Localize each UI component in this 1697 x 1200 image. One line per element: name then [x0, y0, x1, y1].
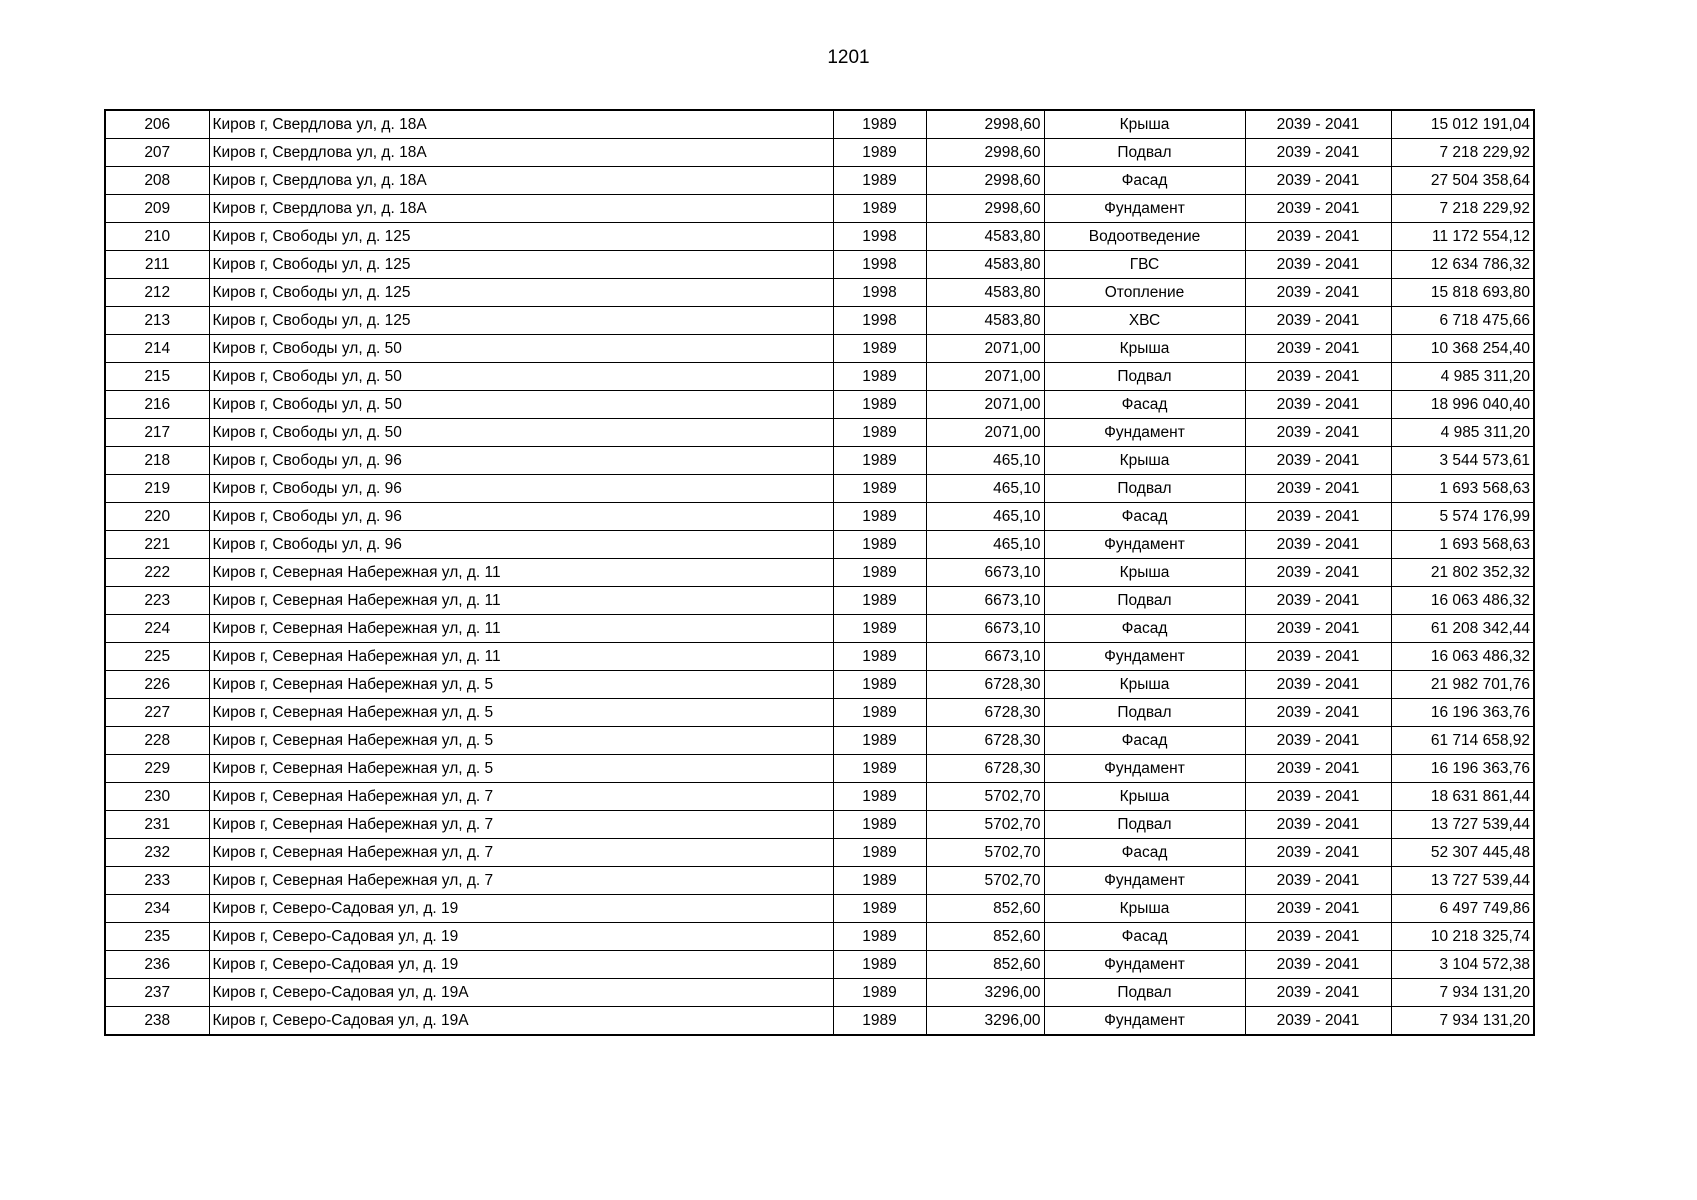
- table-row: [105, 979, 1534, 1007]
- table-row: [105, 615, 1534, 643]
- table-row: [105, 335, 1534, 363]
- table-row: [105, 867, 1534, 895]
- build-year-cell: 1989: [833, 419, 926, 447]
- row-number-cell: 230: [105, 783, 209, 811]
- cost-cell: 16 196 363,76: [1391, 755, 1534, 783]
- work-type-cell: Фасад: [1044, 503, 1245, 531]
- build-year-cell: 1989: [833, 979, 926, 1007]
- table-row: [105, 811, 1534, 839]
- area-cell: 4583,80: [926, 279, 1044, 307]
- address-cell: Киров г, Свободы ул, д. 50: [209, 391, 833, 419]
- build-year-cell: 1989: [833, 503, 926, 531]
- build-year-cell: 1989: [833, 755, 926, 783]
- build-year-cell: 1989: [833, 867, 926, 895]
- row-number-cell: 214: [105, 335, 209, 363]
- build-year-cell: 1989: [833, 1007, 926, 1036]
- period-cell: 2039 - 2041: [1245, 195, 1391, 223]
- cost-cell: 15 012 191,04: [1391, 110, 1534, 139]
- cost-cell: 61 208 342,44: [1391, 615, 1534, 643]
- work-type-cell: Подвал: [1044, 699, 1245, 727]
- table-row: [105, 195, 1534, 223]
- address-cell: Киров г, Свердлова ул, д. 18А: [209, 195, 833, 223]
- cost-cell: 6 718 475,66: [1391, 307, 1534, 335]
- build-year-cell: 1989: [833, 531, 926, 559]
- area-cell: 2998,60: [926, 195, 1044, 223]
- table-body: [105, 110, 1534, 1035]
- work-type-cell: Фасад: [1044, 923, 1245, 951]
- area-cell: 465,10: [926, 503, 1044, 531]
- area-cell: 2998,60: [926, 110, 1044, 139]
- table-row: [105, 895, 1534, 923]
- work-type-cell: Фасад: [1044, 839, 1245, 867]
- table-row: [105, 559, 1534, 587]
- work-type-cell: Подвал: [1044, 139, 1245, 167]
- address-cell: Киров г, Северная Набережная ул, д. 11: [209, 559, 833, 587]
- build-year-cell: 1989: [833, 671, 926, 699]
- work-type-cell: Крыша: [1044, 447, 1245, 475]
- cost-cell: 3 544 573,61: [1391, 447, 1534, 475]
- table-row: [105, 391, 1534, 419]
- work-type-cell: Фундамент: [1044, 755, 1245, 783]
- address-cell: Киров г, Северная Набережная ул, д. 5: [209, 755, 833, 783]
- period-cell: 2039 - 2041: [1245, 419, 1391, 447]
- address-cell: Киров г, Свердлова ул, д. 18А: [209, 110, 833, 139]
- area-cell: 5702,70: [926, 867, 1044, 895]
- cost-cell: 18 996 040,40: [1391, 391, 1534, 419]
- cost-cell: 4 985 311,20: [1391, 419, 1534, 447]
- build-year-cell: 1989: [833, 167, 926, 195]
- cost-cell: 13 727 539,44: [1391, 811, 1534, 839]
- period-cell: 2039 - 2041: [1245, 783, 1391, 811]
- build-year-cell: 1998: [833, 279, 926, 307]
- table-row: [105, 110, 1534, 139]
- row-number-cell: 231: [105, 811, 209, 839]
- row-number-cell: 210: [105, 223, 209, 251]
- build-year-cell: 1989: [833, 475, 926, 503]
- address-cell: Киров г, Свободы ул, д. 96: [209, 503, 833, 531]
- work-type-cell: Фундамент: [1044, 867, 1245, 895]
- work-type-cell: Отопление: [1044, 279, 1245, 307]
- row-number-cell: 226: [105, 671, 209, 699]
- build-year-cell: 1989: [833, 811, 926, 839]
- row-number-cell: 206: [105, 110, 209, 139]
- address-cell: Киров г, Свободы ул, д. 125: [209, 279, 833, 307]
- row-number-cell: 237: [105, 979, 209, 1007]
- address-cell: Киров г, Северная Набережная ул, д. 11: [209, 615, 833, 643]
- row-number-cell: 228: [105, 727, 209, 755]
- work-type-cell: Фундамент: [1044, 195, 1245, 223]
- period-cell: 2039 - 2041: [1245, 979, 1391, 1007]
- repair-schedule-table: [104, 109, 1535, 1036]
- table-row: [105, 727, 1534, 755]
- address-cell: Киров г, Северо-Садовая ул, д. 19А: [209, 1007, 833, 1036]
- period-cell: 2039 - 2041: [1245, 503, 1391, 531]
- work-type-cell: Фасад: [1044, 167, 1245, 195]
- address-cell: Киров г, Северо-Садовая ул, д. 19А: [209, 979, 833, 1007]
- row-number-cell: 212: [105, 279, 209, 307]
- area-cell: 6728,30: [926, 671, 1044, 699]
- page-number: 1201: [827, 47, 870, 68]
- area-cell: 6673,10: [926, 615, 1044, 643]
- work-type-cell: Крыша: [1044, 895, 1245, 923]
- address-cell: Киров г, Северная Набережная ул, д. 7: [209, 839, 833, 867]
- row-number-cell: 223: [105, 587, 209, 615]
- table-row: [105, 671, 1534, 699]
- row-number-cell: 208: [105, 167, 209, 195]
- row-number-cell: 225: [105, 643, 209, 671]
- period-cell: 2039 - 2041: [1245, 867, 1391, 895]
- period-cell: 2039 - 2041: [1245, 727, 1391, 755]
- period-cell: 2039 - 2041: [1245, 363, 1391, 391]
- table-row: [105, 839, 1534, 867]
- area-cell: 465,10: [926, 475, 1044, 503]
- period-cell: 2039 - 2041: [1245, 110, 1391, 139]
- cost-cell: 12 634 786,32: [1391, 251, 1534, 279]
- address-cell: Киров г, Северо-Садовая ул, д. 19: [209, 951, 833, 979]
- build-year-cell: 1989: [833, 699, 926, 727]
- cost-cell: 10 218 325,74: [1391, 923, 1534, 951]
- cost-cell: 7 934 131,20: [1391, 979, 1534, 1007]
- address-cell: Киров г, Свободы ул, д. 50: [209, 363, 833, 391]
- table-row: [105, 279, 1534, 307]
- area-cell: 3296,00: [926, 1007, 1044, 1036]
- build-year-cell: 1989: [833, 783, 926, 811]
- row-number-cell: 227: [105, 699, 209, 727]
- table-row: [105, 503, 1534, 531]
- cost-cell: 27 504 358,64: [1391, 167, 1534, 195]
- build-year-cell: 1989: [833, 559, 926, 587]
- period-cell: 2039 - 2041: [1245, 587, 1391, 615]
- cost-cell: 21 982 701,76: [1391, 671, 1534, 699]
- area-cell: 852,60: [926, 951, 1044, 979]
- cost-cell: 3 104 572,38: [1391, 951, 1534, 979]
- build-year-cell: 1989: [833, 139, 926, 167]
- table-row: [105, 1007, 1534, 1036]
- area-cell: 2071,00: [926, 391, 1044, 419]
- area-cell: 6728,30: [926, 699, 1044, 727]
- address-cell: Киров г, Свердлова ул, д. 18А: [209, 139, 833, 167]
- work-type-cell: ХВС: [1044, 307, 1245, 335]
- area-cell: 4583,80: [926, 251, 1044, 279]
- cost-cell: 15 818 693,80: [1391, 279, 1534, 307]
- area-cell: 2998,60: [926, 167, 1044, 195]
- address-cell: Киров г, Северная Набережная ул, д. 7: [209, 867, 833, 895]
- table-row: [105, 419, 1534, 447]
- area-cell: 465,10: [926, 447, 1044, 475]
- address-cell: Киров г, Свободы ул, д. 125: [209, 251, 833, 279]
- table-row: [105, 783, 1534, 811]
- period-cell: 2039 - 2041: [1245, 447, 1391, 475]
- build-year-cell: 1989: [833, 195, 926, 223]
- cost-cell: 5 574 176,99: [1391, 503, 1534, 531]
- table-row: [105, 951, 1534, 979]
- cost-cell: 10 368 254,40: [1391, 335, 1534, 363]
- build-year-cell: 1989: [833, 615, 926, 643]
- period-cell: 2039 - 2041: [1245, 811, 1391, 839]
- table-row: [105, 307, 1534, 335]
- build-year-cell: 1989: [833, 951, 926, 979]
- address-cell: Киров г, Свободы ул, д. 50: [209, 419, 833, 447]
- row-number-cell: 207: [105, 139, 209, 167]
- work-type-cell: Фундамент: [1044, 531, 1245, 559]
- row-number-cell: 216: [105, 391, 209, 419]
- address-cell: Киров г, Северо-Садовая ул, д. 19: [209, 895, 833, 923]
- cost-cell: 4 985 311,20: [1391, 363, 1534, 391]
- table-row: [105, 923, 1534, 951]
- table-row: [105, 447, 1534, 475]
- address-cell: Киров г, Северная Набережная ул, д. 7: [209, 783, 833, 811]
- work-type-cell: Водоотведение: [1044, 223, 1245, 251]
- work-type-cell: Фундамент: [1044, 643, 1245, 671]
- period-cell: 2039 - 2041: [1245, 335, 1391, 363]
- period-cell: 2039 - 2041: [1245, 307, 1391, 335]
- work-type-cell: Крыша: [1044, 110, 1245, 139]
- row-number-cell: 235: [105, 923, 209, 951]
- period-cell: 2039 - 2041: [1245, 251, 1391, 279]
- row-number-cell: 220: [105, 503, 209, 531]
- work-type-cell: Фасад: [1044, 615, 1245, 643]
- period-cell: 2039 - 2041: [1245, 643, 1391, 671]
- build-year-cell: 1989: [833, 923, 926, 951]
- period-cell: 2039 - 2041: [1245, 615, 1391, 643]
- build-year-cell: 1998: [833, 223, 926, 251]
- build-year-cell: 1989: [833, 839, 926, 867]
- build-year-cell: 1998: [833, 307, 926, 335]
- area-cell: 5702,70: [926, 783, 1044, 811]
- period-cell: 2039 - 2041: [1245, 223, 1391, 251]
- cost-cell: 7 218 229,92: [1391, 139, 1534, 167]
- table-row: [105, 139, 1534, 167]
- period-cell: 2039 - 2041: [1245, 755, 1391, 783]
- period-cell: 2039 - 2041: [1245, 531, 1391, 559]
- period-cell: 2039 - 2041: [1245, 951, 1391, 979]
- cost-cell: 6 497 749,86: [1391, 895, 1534, 923]
- period-cell: 2039 - 2041: [1245, 895, 1391, 923]
- area-cell: 5702,70: [926, 811, 1044, 839]
- address-cell: Киров г, Северная Набережная ул, д. 7: [209, 811, 833, 839]
- row-number-cell: 209: [105, 195, 209, 223]
- work-type-cell: Подвал: [1044, 475, 1245, 503]
- area-cell: 6673,10: [926, 559, 1044, 587]
- table-row: [105, 475, 1534, 503]
- address-cell: Киров г, Северная Набережная ул, д. 11: [209, 587, 833, 615]
- address-cell: Киров г, Свободы ул, д. 96: [209, 447, 833, 475]
- address-cell: Киров г, Свободы ул, д. 125: [209, 223, 833, 251]
- period-cell: 2039 - 2041: [1245, 475, 1391, 503]
- cost-cell: 1 693 568,63: [1391, 475, 1534, 503]
- row-number-cell: 233: [105, 867, 209, 895]
- period-cell: 2039 - 2041: [1245, 139, 1391, 167]
- cost-cell: 16 196 363,76: [1391, 699, 1534, 727]
- row-number-cell: 229: [105, 755, 209, 783]
- cost-cell: 61 714 658,92: [1391, 727, 1534, 755]
- period-cell: 2039 - 2041: [1245, 279, 1391, 307]
- cost-cell: 1 693 568,63: [1391, 531, 1534, 559]
- row-number-cell: 211: [105, 251, 209, 279]
- cost-cell: 7 934 131,20: [1391, 1007, 1534, 1036]
- period-cell: 2039 - 2041: [1245, 167, 1391, 195]
- address-cell: Киров г, Северная Набережная ул, д. 5: [209, 671, 833, 699]
- table-row: [105, 251, 1534, 279]
- area-cell: 2998,60: [926, 139, 1044, 167]
- area-cell: 2071,00: [926, 419, 1044, 447]
- row-number-cell: 224: [105, 615, 209, 643]
- row-number-cell: 218: [105, 447, 209, 475]
- build-year-cell: 1989: [833, 335, 926, 363]
- build-year-cell: 1989: [833, 447, 926, 475]
- cost-cell: 21 802 352,32: [1391, 559, 1534, 587]
- work-type-cell: Крыша: [1044, 783, 1245, 811]
- area-cell: 6673,10: [926, 587, 1044, 615]
- area-cell: 2071,00: [926, 335, 1044, 363]
- address-cell: Киров г, Свободы ул, д. 96: [209, 531, 833, 559]
- period-cell: 2039 - 2041: [1245, 1007, 1391, 1036]
- work-type-cell: Крыша: [1044, 671, 1245, 699]
- work-type-cell: Подвал: [1044, 979, 1245, 1007]
- work-type-cell: ГВС: [1044, 251, 1245, 279]
- area-cell: 6728,30: [926, 727, 1044, 755]
- work-type-cell: Подвал: [1044, 587, 1245, 615]
- area-cell: 852,60: [926, 895, 1044, 923]
- work-type-cell: Крыша: [1044, 559, 1245, 587]
- cost-cell: 52 307 445,48: [1391, 839, 1534, 867]
- address-cell: Киров г, Свободы ул, д. 50: [209, 335, 833, 363]
- address-cell: Киров г, Северная Набережная ул, д. 5: [209, 727, 833, 755]
- row-number-cell: 234: [105, 895, 209, 923]
- cost-cell: 16 063 486,32: [1391, 587, 1534, 615]
- area-cell: 6728,30: [926, 755, 1044, 783]
- table-row: [105, 363, 1534, 391]
- work-type-cell: Фундамент: [1044, 951, 1245, 979]
- table-row: [105, 755, 1534, 783]
- table-row: [105, 167, 1534, 195]
- work-type-cell: Крыша: [1044, 335, 1245, 363]
- cost-cell: 11 172 554,12: [1391, 223, 1534, 251]
- address-cell: Киров г, Свободы ул, д. 96: [209, 475, 833, 503]
- row-number-cell: 222: [105, 559, 209, 587]
- build-year-cell: 1989: [833, 363, 926, 391]
- period-cell: 2039 - 2041: [1245, 559, 1391, 587]
- table-row: [105, 699, 1534, 727]
- table-row: [105, 643, 1534, 671]
- work-type-cell: Фасад: [1044, 391, 1245, 419]
- build-year-cell: 1989: [833, 895, 926, 923]
- table-row: [105, 223, 1534, 251]
- work-type-cell: Фундамент: [1044, 1007, 1245, 1036]
- period-cell: 2039 - 2041: [1245, 923, 1391, 951]
- cost-cell: 16 063 486,32: [1391, 643, 1534, 671]
- area-cell: 2071,00: [926, 363, 1044, 391]
- row-number-cell: 219: [105, 475, 209, 503]
- cost-cell: 13 727 539,44: [1391, 867, 1534, 895]
- build-year-cell: 1998: [833, 251, 926, 279]
- address-cell: Киров г, Свободы ул, д. 125: [209, 307, 833, 335]
- row-number-cell: 213: [105, 307, 209, 335]
- period-cell: 2039 - 2041: [1245, 671, 1391, 699]
- build-year-cell: 1989: [833, 727, 926, 755]
- build-year-cell: 1989: [833, 643, 926, 671]
- address-cell: Киров г, Северная Набережная ул, д. 5: [209, 699, 833, 727]
- table-row: [105, 531, 1534, 559]
- address-cell: Киров г, Северо-Садовая ул, д. 19: [209, 923, 833, 951]
- area-cell: 3296,00: [926, 979, 1044, 1007]
- row-number-cell: 232: [105, 839, 209, 867]
- build-year-cell: 1989: [833, 391, 926, 419]
- table-row: [105, 587, 1534, 615]
- area-cell: 6673,10: [926, 643, 1044, 671]
- work-type-cell: Подвал: [1044, 363, 1245, 391]
- period-cell: 2039 - 2041: [1245, 391, 1391, 419]
- area-cell: 4583,80: [926, 223, 1044, 251]
- period-cell: 2039 - 2041: [1245, 839, 1391, 867]
- cost-cell: 18 631 861,44: [1391, 783, 1534, 811]
- build-year-cell: 1989: [833, 110, 926, 139]
- period-cell: 2039 - 2041: [1245, 699, 1391, 727]
- area-cell: 465,10: [926, 531, 1044, 559]
- area-cell: 4583,80: [926, 307, 1044, 335]
- work-type-cell: Фундамент: [1044, 419, 1245, 447]
- cost-cell: 7 218 229,92: [1391, 195, 1534, 223]
- area-cell: 852,60: [926, 923, 1044, 951]
- row-number-cell: 236: [105, 951, 209, 979]
- row-number-cell: 215: [105, 363, 209, 391]
- work-type-cell: Фасад: [1044, 727, 1245, 755]
- build-year-cell: 1989: [833, 587, 926, 615]
- address-cell: Киров г, Свердлова ул, д. 18А: [209, 167, 833, 195]
- row-number-cell: 221: [105, 531, 209, 559]
- row-number-cell: 238: [105, 1007, 209, 1036]
- work-type-cell: Подвал: [1044, 811, 1245, 839]
- address-cell: Киров г, Северная Набережная ул, д. 11: [209, 643, 833, 671]
- row-number-cell: 217: [105, 419, 209, 447]
- area-cell: 5702,70: [926, 839, 1044, 867]
